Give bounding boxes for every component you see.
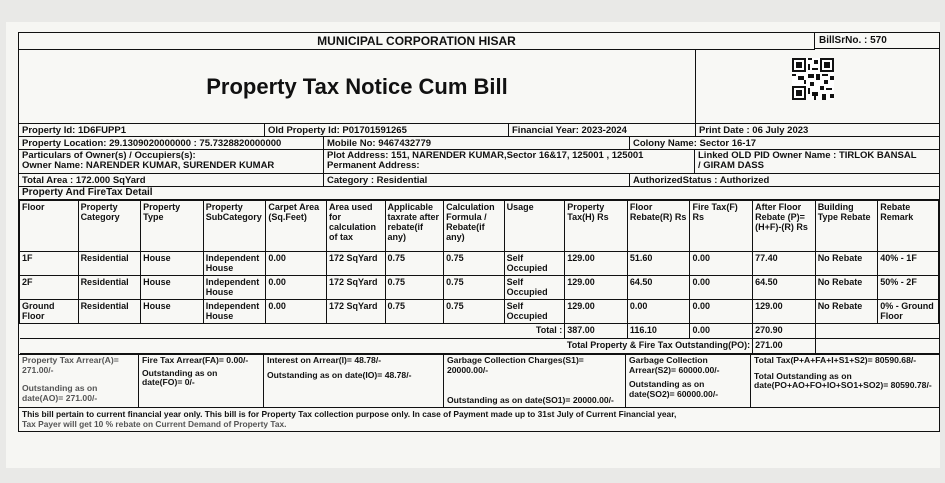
- table-header-row: [20, 201, 939, 252]
- table-cell: 51.60: [627, 252, 690, 276]
- outstanding-so1: Outstanding as on date(SO1)= 20000.00/-: [447, 394, 614, 405]
- municipality-name: MUNICIPAL CORPORATION HISAR: [19, 33, 815, 50]
- total-area: Total Area : 172.000 SqYard: [19, 174, 324, 186]
- col-header: Applicable taxrate after rebate(if any): [385, 201, 444, 252]
- category: Category : Residential: [324, 174, 630, 186]
- property-tax-table: [19, 200, 939, 354]
- table-cell: 0.00: [266, 252, 327, 276]
- note-line-1: This bill pertain to current financial year only. This bill is for Property Tax collection purpose only. In case of Payment made up to 31st July of Current Financial year,: [22, 409, 677, 419]
- bill-serial-number: BillSrNo. : 570: [815, 33, 939, 49]
- garbage-s1: Garbage Collection Charges(S1)= 20000.00/-: [447, 355, 584, 375]
- note-line-2: Tax Payer will get 10 % rebate on Current Demand of Property Tax.: [22, 418, 287, 429]
- table-cell: 40% - 1F: [878, 252, 939, 276]
- interest-arrear: Interest on Arrear(I)= 48.78/-: [267, 355, 382, 365]
- outstanding-row: [20, 339, 939, 354]
- table-cell: 172 SqYard: [326, 276, 385, 300]
- property-location: Property Location: 29.1309020000000 : 75.7328820000000: [19, 137, 324, 149]
- garbage-s1-cell: [444, 355, 626, 407]
- empty-cell: [815, 339, 938, 354]
- table-cell: Self Occupied: [504, 300, 565, 324]
- authorized-status: AuthorizedStatus : Authorized: [633, 175, 770, 186]
- table-cell: 129.00: [753, 300, 816, 324]
- table-cell: 129.00: [565, 300, 628, 324]
- bill-header: [19, 33, 939, 124]
- table-cell: Residential: [78, 252, 141, 276]
- outstanding-ao: Outstanding as on date(AO)= 271.00/-: [22, 383, 98, 403]
- col-header: Usage: [504, 201, 565, 252]
- bill-title: Property Tax Notice Cum Bill: [19, 50, 696, 123]
- table-cell: House: [141, 276, 204, 300]
- table-cell: No Rebate: [815, 252, 878, 276]
- total-fire-tax: 0.00: [690, 324, 753, 339]
- property-id: Property Id: 1D6FUPP1: [19, 124, 265, 136]
- col-header: Calculation Formula / Rebate(if any): [444, 201, 505, 252]
- fire-tax-arrear-cell: [139, 355, 264, 407]
- table-cell: 172 SqYard: [326, 300, 385, 324]
- col-header: After Floor Rebate (P)=(H+F)-(R) Rs: [753, 201, 816, 252]
- table-cell: 0.00: [690, 276, 753, 300]
- owner-details: [19, 150, 324, 173]
- empty-cell: [815, 324, 938, 339]
- table-cell: House: [141, 252, 204, 276]
- table-cell: Independent House: [203, 300, 266, 324]
- qr-code-icon: [792, 58, 834, 100]
- table-cell: Residential: [78, 300, 141, 324]
- garbage-s2: Garbage Collection Arrear(S2)= 60000.00/-: [629, 355, 720, 375]
- table-cell: 0.75: [444, 276, 505, 300]
- outstanding-so2: Outstanding as on date(SO2)= 60000.00/-: [629, 379, 719, 399]
- col-header: Floor Rebate(R) Rs: [627, 201, 690, 252]
- table-cell: 0.75: [444, 300, 505, 324]
- table-row: [20, 276, 939, 300]
- col-header: Property SubCategory: [203, 201, 266, 252]
- linked-old-pid: [695, 150, 939, 173]
- table-cell: 0% - Ground Floor: [878, 300, 939, 324]
- total-outstanding: Total Outstanding as on date(PO+AO+FO+IO+SO1+SO2)= 80590.78/-: [754, 370, 932, 390]
- col-header: Building Type Rebate: [815, 201, 878, 252]
- table-cell: 0.75: [385, 276, 444, 300]
- outstanding-label: Total Property & Fire Tax Outstanding(PO):: [20, 339, 753, 354]
- garbage-s2-cell: [626, 355, 751, 407]
- total-label: Total :: [20, 324, 565, 339]
- table-cell: Independent House: [203, 276, 266, 300]
- col-header: Carpet Area (Sq.Feet): [266, 201, 327, 252]
- info-row-1: [19, 124, 939, 137]
- linked-old-pid-line2: / GIRAM DASS: [698, 160, 764, 171]
- total-cell: [751, 355, 939, 407]
- table-cell: 129.00: [565, 276, 628, 300]
- table-cell: 64.50: [627, 276, 690, 300]
- table-row: [20, 300, 939, 324]
- particulars-label: Particulars of Owner(s) / Occupiers(s):: [22, 150, 196, 161]
- col-header: Property Tax(H) Rs: [565, 201, 628, 252]
- print-date: Print Date : 06 July 2023: [699, 125, 809, 136]
- outstanding-value: 271.00: [753, 339, 816, 354]
- table-cell: Ground Floor: [20, 300, 79, 324]
- total-after-rebate: 270.90: [753, 324, 816, 339]
- table-cell: 0.75: [385, 300, 444, 324]
- old-property-id: Old Property Id: P01701591265: [265, 124, 509, 136]
- info-row-4: [19, 174, 939, 187]
- arrear-summary: [19, 354, 939, 407]
- colony-name: Colony Name: Sector 16-17: [633, 138, 757, 149]
- fire-tax-arrear: Fire Tax Arrear(FA)= 0.00/-: [142, 355, 249, 365]
- table-cell: Self Occupied: [504, 252, 565, 276]
- table-cell: House: [141, 300, 204, 324]
- col-header: Rebate Remark: [878, 201, 939, 252]
- table-cell: No Rebate: [815, 300, 878, 324]
- col-header: Floor: [20, 201, 79, 252]
- col-header: Property Category: [78, 201, 141, 252]
- table-cell: No Rebate: [815, 276, 878, 300]
- total-tax: Total Tax(P+A+FA+I+S1+S2)= 80590.68/-: [754, 355, 917, 365]
- property-tax-arrear-cell: [19, 355, 139, 407]
- table-cell: 0.00: [266, 276, 327, 300]
- table-cell: 0.00: [690, 300, 753, 324]
- outstanding-fo: Outstanding as on date(FO)= 0/-: [142, 367, 218, 387]
- table-cell: 0.75: [444, 252, 505, 276]
- paper-sheet: [6, 22, 940, 468]
- table-cell: Self Occupied: [504, 276, 565, 300]
- section-title: Property And FireTax Detail: [19, 187, 939, 200]
- table-cell: 64.50: [753, 276, 816, 300]
- table-cell: 50% - 2F: [878, 276, 939, 300]
- col-header: Fire Tax(F) Rs: [690, 201, 753, 252]
- bill-notes: [19, 407, 939, 431]
- mobile-number: Mobile No: 9467432779: [324, 137, 630, 149]
- table-cell: 0.75: [385, 252, 444, 276]
- info-row-3: [19, 150, 939, 174]
- tax-bill: [18, 32, 940, 432]
- table-cell: 77.40: [753, 252, 816, 276]
- table-cell: 0.00: [690, 252, 753, 276]
- qr-area: [696, 50, 939, 123]
- col-header: Property Type: [141, 201, 204, 252]
- table-cell: 129.00: [565, 252, 628, 276]
- totals-row: [20, 324, 939, 339]
- permanent-address: Permanent Address:: [327, 160, 420, 171]
- table-cell: Independent House: [203, 252, 266, 276]
- table-row: [20, 252, 939, 276]
- table-cell: 2F: [20, 276, 79, 300]
- table-cell: 0.00: [266, 300, 327, 324]
- table-cell: Residential: [78, 276, 141, 300]
- total-property-tax: 387.00: [565, 324, 628, 339]
- info-row-2: [19, 137, 939, 150]
- table-cell: 172 SqYard: [326, 252, 385, 276]
- outstanding-io: Outstanding as on date(IO)= 48.78/-: [267, 369, 412, 380]
- table-cell: 0.00: [627, 300, 690, 324]
- financial-year: Financial Year: 2023-2024: [509, 124, 696, 136]
- table-cell: 1F: [20, 252, 79, 276]
- interest-cell: [264, 355, 444, 407]
- owner-name: Owner Name: NARENDER KUMAR, SURENDER KUMAR: [22, 160, 275, 171]
- col-header: Area used for calculation of tax: [326, 201, 385, 252]
- property-tax-arrear: Property Tax Arrear(A)= 271.00/-: [22, 355, 119, 375]
- address-details: [324, 150, 695, 173]
- total-floor-rebate: 116.10: [627, 324, 690, 339]
- linked-old-pid-line1: Linked OLD PID Owner Name : TIRLOK BANSAL: [698, 150, 917, 161]
- plot-address: Plot Address: 151, NARENDER KUMAR,Sector 16&17, 125001 , 125001: [327, 150, 644, 161]
